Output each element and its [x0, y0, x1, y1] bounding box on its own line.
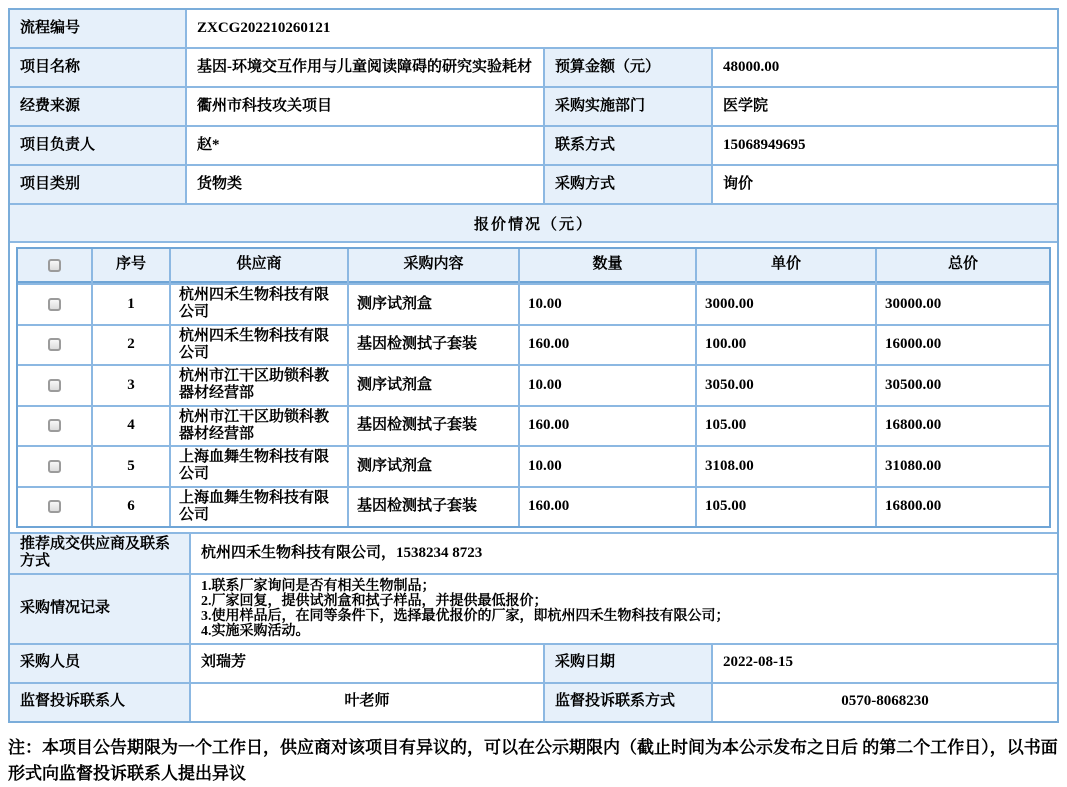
quote-row-supplier: 杭州市江干区助锁科教器材经营部 [171, 407, 347, 446]
row-checkbox[interactable] [48, 298, 61, 311]
quote-table [16, 247, 1051, 528]
row-checkbox[interactable] [48, 460, 61, 473]
flow-number-value: ZXCG202210260121 [187, 10, 1057, 47]
quote-row-total: 30500.00 [877, 366, 1049, 405]
row-checkbox[interactable] [48, 419, 61, 432]
purchasing-dept-value: 医学院 [713, 88, 1057, 125]
project-name-value: 基因-环境交互作用与儿童阅读障碍的研究实验耗材 [187, 49, 543, 86]
buyer-label: 采购人员 [10, 645, 189, 682]
quote-row-seq: 1 [93, 285, 169, 324]
col-header-unit-price: 单价 [697, 249, 875, 283]
purchasing-dept-label: 采购实施部门 [545, 88, 711, 125]
row-checkbox-cell [18, 285, 91, 324]
quote-row-supplier: 上海血舞生物科技有限公司 [171, 447, 347, 486]
purchase-method-label: 采购方式 [545, 166, 711, 203]
contact-value: 15068949695 [713, 127, 1057, 164]
col-header-supplier: 供应商 [171, 249, 347, 283]
purchase-date-value: 2022-08-15 [713, 645, 1057, 682]
quote-row-qty: 10.00 [520, 285, 695, 324]
supervisor-contact-person-label: 监督投诉联系人 [10, 684, 189, 721]
quote-row-content: 测序试剂盒 [349, 285, 518, 324]
project-leader-label: 项目负责人 [10, 127, 185, 164]
col-header-total: 总价 [877, 249, 1049, 283]
quote-row-content: 测序试剂盒 [349, 447, 518, 486]
project-category-value: 货物类 [187, 166, 543, 203]
select-all-checkbox[interactable] [48, 259, 61, 272]
quote-row-seq: 5 [93, 447, 169, 486]
quote-row-content: 测序试剂盒 [349, 366, 518, 405]
select-all-cell [18, 249, 91, 283]
row-checkbox-cell [18, 366, 91, 405]
record-line-3: 3.使用样品后，在同等条件下，选择最优报价的厂家，即杭州四禾生物科技有限公司； [201, 609, 730, 624]
quote-row-total: 30000.00 [877, 285, 1049, 324]
record-line-4: 4.实施采购活动。 [201, 624, 310, 639]
quote-row-seq: 3 [93, 366, 169, 405]
budget-value: 48000.00 [713, 49, 1057, 86]
procurement-announcement-table [8, 8, 1059, 723]
footer-section [10, 532, 1057, 721]
quote-row-total: 16800.00 [877, 488, 1049, 527]
quote-row-total: 31080.00 [877, 447, 1049, 486]
quote-table-wrapper [10, 241, 1057, 532]
purchase-record-value [191, 575, 1057, 643]
purchase-method-value: 询价 [713, 166, 1057, 203]
purchase-date-label: 采购日期 [545, 645, 711, 682]
row-checkbox[interactable] [48, 379, 61, 392]
row-checkbox-cell [18, 447, 91, 486]
flow-number-label: 流程编号 [10, 10, 185, 47]
quote-row-unit-price: 3050.00 [697, 366, 875, 405]
record-line-2: 2.厂家回复，提供试剂盒和拭子样品，并提供最低报价； [201, 594, 548, 609]
quote-row-unit-price: 100.00 [697, 326, 875, 365]
record-line-1: 1.联系厂家询问是否有相关生物制品； [201, 579, 436, 594]
row-checkbox-cell [18, 488, 91, 527]
quote-row-unit-price: 105.00 [697, 407, 875, 446]
quote-row-qty: 160.00 [520, 488, 695, 527]
row-checkbox-cell [18, 407, 91, 446]
quote-row-total: 16800.00 [877, 407, 1049, 446]
project-leader-value: 赵* [187, 127, 543, 164]
row-checkbox[interactable] [48, 500, 61, 513]
buyer-value: 刘瑞芳 [191, 645, 543, 682]
quote-row-qty: 160.00 [520, 407, 695, 446]
quote-row-supplier: 杭州四禾生物科技有限公司 [171, 326, 347, 365]
col-header-qty: 数量 [520, 249, 695, 283]
quote-row-qty: 10.00 [520, 447, 695, 486]
fund-source-value: 衢州市科技攻关项目 [187, 88, 543, 125]
purchase-record-label: 采购情况记录 [10, 575, 189, 643]
quote-row-content: 基因检测拭子套装 [349, 407, 518, 446]
col-header-content: 采购内容 [349, 249, 518, 283]
contact-label: 联系方式 [545, 127, 711, 164]
quote-section-title: 报价情况（元） [10, 203, 1057, 241]
quote-row-unit-price: 3000.00 [697, 285, 875, 324]
recommended-supplier-value: 杭州四禾生物科技有限公司，1538234 8723 [191, 534, 1057, 573]
supervisor-contact-person-value: 叶老师 [191, 684, 543, 721]
supervisor-contact-method-label: 监督投诉联系方式 [545, 684, 711, 721]
quote-row-qty: 160.00 [520, 326, 695, 365]
quote-row-content: 基因检测拭子套装 [349, 326, 518, 365]
supervisor-contact-method-value: 0570-8068230 [713, 684, 1057, 721]
quote-row-seq: 2 [93, 326, 169, 365]
budget-label: 预算金额（元） [545, 49, 711, 86]
quote-row-total: 16000.00 [877, 326, 1049, 365]
fund-source-label: 经费来源 [10, 88, 185, 125]
project-name-label: 项目名称 [10, 49, 185, 86]
project-info-section [10, 10, 1057, 203]
quote-row-seq: 6 [93, 488, 169, 527]
quote-row-content: 基因检测拭子套装 [349, 488, 518, 527]
quote-row-supplier: 杭州四禾生物科技有限公司 [171, 285, 347, 324]
recommended-supplier-label: 推荐成交供应商及联系方式 [10, 534, 189, 573]
announcement-note: 注：本项目公告期限为一个工作日，供应商对该项目有异议的，可以在公示期限内（截止时间为本公示发布之日后 的第二个工作日），以书面形式向监督投诉联系人提出异议 [8, 735, 1059, 787]
quote-row-supplier: 杭州市江干区助锁科教器材经营部 [171, 366, 347, 405]
quote-row-seq: 4 [93, 407, 169, 446]
quote-row-unit-price: 3108.00 [697, 447, 875, 486]
project-category-label: 项目类别 [10, 166, 185, 203]
quote-row-unit-price: 105.00 [697, 488, 875, 527]
quote-row-supplier: 上海血舞生物科技有限公司 [171, 488, 347, 527]
quote-row-qty: 10.00 [520, 366, 695, 405]
col-header-seq: 序号 [93, 249, 169, 283]
row-checkbox-cell [18, 326, 91, 365]
row-checkbox[interactable] [48, 338, 61, 351]
